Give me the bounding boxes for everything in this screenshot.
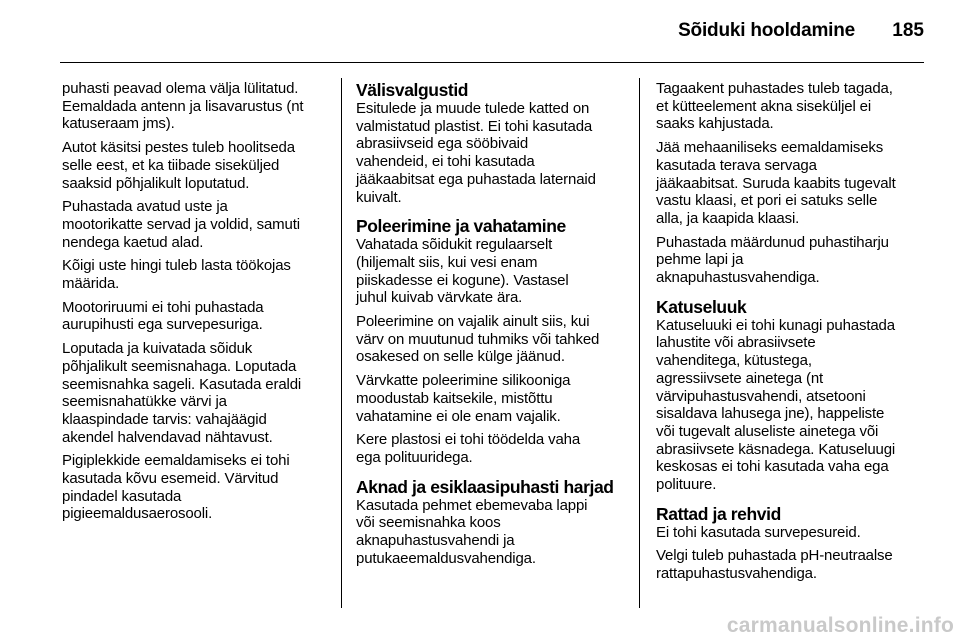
paragraph: Kõigi uste hingi tuleb lasta töökojas määrida. [62, 257, 291, 293]
section-heading-polishing: Poleerimine ja vahatamine [356, 216, 566, 237]
paragraph: Pigiplekkide eemaldamiseks ei tohi kasutada kõvu esemeid. Värvitud pindadel kasutada pigieemaldusaerosooli. [62, 452, 290, 523]
paragraph: Puhastada avatud uste ja mootorikatte servad ja voldid, samuti nendega kaetud alad. [62, 198, 300, 251]
paragraph: Tagaakent puhastades tuleb tagada, et kütteelement akna siseküljel ei saaks kahjustada. [656, 80, 893, 133]
paragraph: Mootoriruumi ei tohi puhastada aurupihusti ega survepesuriga. [62, 298, 264, 334]
section-heading-wheels-tyres: Rattad ja rehvid [656, 503, 781, 524]
column-2 [356, 80, 626, 573]
paragraph: Ei tohi kasutada survepesureid. [656, 523, 861, 541]
paragraph: Värvkatte poleerimine silikooniga moodustab kaitsekile, mistõttu vahatamine ei ole enam vajalik. [356, 372, 571, 425]
watermark-text: carmanualsonline.info [726, 614, 954, 637]
paragraph: Poleerimine on vajalik ainult siis, kui värv on muutunud tuhmiks või tahked osakesed on selle külge jäänud. [356, 313, 600, 366]
section-heading-exterior-lights: Välisvalgustid [356, 80, 469, 100]
paragraph: Jää mehaaniliseks eemaldamiseks kasutada terava servaga jääkaabitsat. Suruda kaabits tugevalt vastu klaasi, et pori ei satuks selle alla, ja kaapida klaasi. [656, 139, 896, 227]
column-divider-1 [341, 78, 342, 608]
section-heading-sunroof: Katuseluuk [656, 296, 747, 317]
paragraph: Esitulede ja muude tulede katted on valmistatud plastist. Ei tohi kasutada abrasiivseid ega sööbivaid vahendeid, ei tohi kasutada jääkaabitsat ega puhastada laternaid kuivalt. [356, 100, 596, 206]
paragraph: Kere plastosi ei tohi töödelda vaha ega polituuridega. [356, 431, 581, 466]
paragraph: Kasutada pehmet ebemevaba lappi või seemisnahka koos aknapuhastusvahendi ja putukaeemaldusvahendiga. [356, 496, 588, 567]
paragraph: Loputada ja kuivatada sõiduk põhjalikult seemisnahaga. Loputada seemisnahka sageli. Kasutada eraldi seemisnahatükke värvi ja klaaspindade tarvis: vahajäägid akendel halvendavad nähtavust. [62, 340, 302, 446]
paragraph: puhasti peavad olema välja lülitatud. Eemaldada antenn ja lisavarustus (nt katuseraam jms). [62, 80, 304, 133]
column-1 [62, 80, 334, 529]
paragraph: Puhastada määrdunud puhastiharju pehme lapi ja aknapuhastusvahendiga. [656, 233, 889, 287]
page-header [0, 0, 960, 62]
paragraph: Velgi tuleb puhastada pH-neutraalse rattapuhastusvahendiga. [656, 547, 893, 583]
page-number: 185 [892, 20, 924, 41]
section-heading-windows-wipers: Aknad ja esiklaasipuhasti harjad [356, 476, 614, 497]
paragraph: Katuseluuki ei tohi kunagi puhastada lahustite või abrasiivsete vahenditega, kütustega, agressiivsete ainetega (nt värvipuhastusvahendi, atsetooni sisaldava lahusega jne), happeliste või tugevalt aluseliste ainetega või abrasiivsete käsnadega. Katuseluugi keskosas ei tohi kasutada vaha ega polituure. [656, 316, 896, 494]
header-rule [60, 62, 924, 63]
column-divider-2 [639, 78, 640, 608]
column-3 [656, 80, 926, 589]
paragraph: Autot käsitsi pestes tuleb hoolitseda selle eest, et ka tiibade siseküljed saaksid põhjalikult loputatud. [62, 139, 295, 192]
paragraph: Vahatada sõidukit regulaarselt (hiljemalt siis, kui vesi enam piiskadesse ei kogune). Vastasel juhul kuivab värvkate ära. [356, 236, 569, 307]
chapter-title: Sõiduki hooldamine [678, 20, 855, 41]
